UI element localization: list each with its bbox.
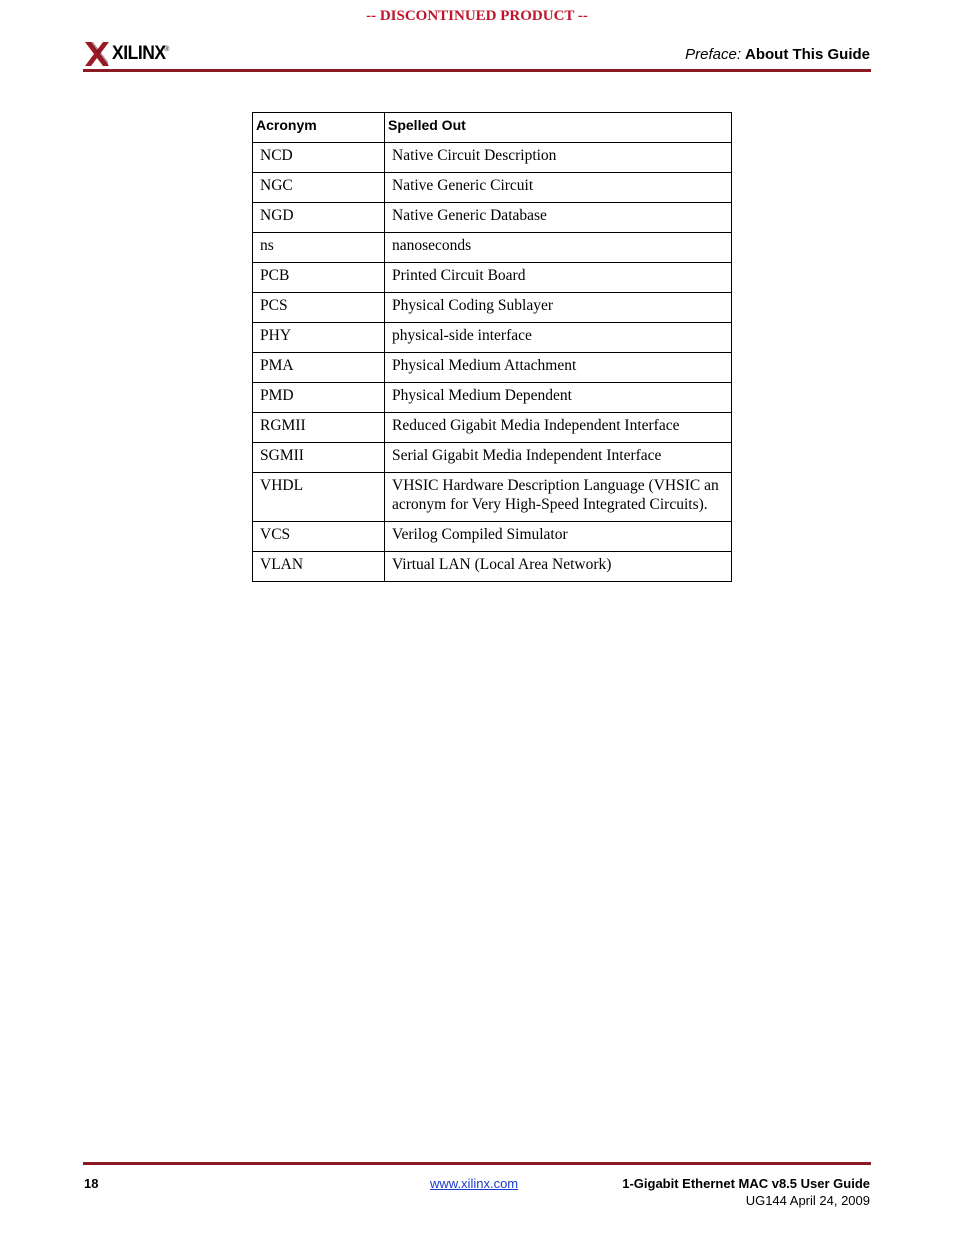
spelled-out-cell: Reduced Gigabit Media Independent Interface bbox=[385, 413, 732, 443]
acronym-cell: ns bbox=[253, 233, 385, 263]
document-id-date: UG144 April 24, 2009 bbox=[745, 1193, 870, 1208]
document-title: 1-Gigabit Ethernet MAC v8.5 User Guide bbox=[622, 1176, 870, 1191]
column-header-spelled-out: Spelled Out bbox=[385, 113, 732, 143]
spelled-out-cell: physical-side interface bbox=[385, 323, 732, 353]
table-row bbox=[253, 353, 732, 383]
table-row bbox=[253, 473, 732, 522]
table-row bbox=[253, 383, 732, 413]
acronym-cell: RGMII bbox=[253, 413, 385, 443]
footer-rule bbox=[83, 1162, 871, 1165]
acronym-cell: NCD bbox=[253, 143, 385, 173]
spelled-out-cell: Virtual LAN (Local Area Network) bbox=[385, 552, 732, 582]
spelled-out-cell: Physical Coding Sublayer bbox=[385, 293, 732, 323]
spelled-out-cell: nanoseconds bbox=[385, 233, 732, 263]
table-row bbox=[253, 293, 732, 323]
xilinx-logo-text: XILINX bbox=[112, 43, 166, 64]
table-row bbox=[253, 173, 732, 203]
xilinx-logo bbox=[84, 40, 169, 68]
spelled-out-cell: Physical Medium Attachment bbox=[385, 353, 732, 383]
xilinx-logo-icon bbox=[84, 41, 110, 67]
spelled-out-cell: VHSIC Hardware Description Language (VHSIC an acronym for Very High-Speed Integrated Circuits). bbox=[385, 473, 732, 522]
discontinued-banner: -- DISCONTINUED PRODUCT -- bbox=[366, 8, 588, 24]
acronym-cell: NGC bbox=[253, 173, 385, 203]
acronym-cell: PMA bbox=[253, 353, 385, 383]
spelled-out-cell: Verilog Compiled Simulator bbox=[385, 522, 732, 552]
spelled-out-cell: Physical Medium Dependent bbox=[385, 383, 732, 413]
preface-label: Preface: bbox=[685, 46, 741, 63]
table-row bbox=[253, 233, 732, 263]
registered-mark: ® bbox=[164, 45, 170, 53]
section-title: About This Guide bbox=[745, 46, 870, 63]
acronym-cell: PHY bbox=[253, 323, 385, 353]
acronym-cell: VHDL bbox=[253, 473, 385, 522]
spelled-out-cell: Native Circuit Description bbox=[385, 143, 732, 173]
acronym-cell: VCS bbox=[253, 522, 385, 552]
table-row bbox=[253, 143, 732, 173]
footer-document-info bbox=[622, 1176, 870, 1208]
running-header bbox=[685, 46, 870, 63]
acronym-cell: PMD bbox=[253, 383, 385, 413]
xilinx-website-link[interactable]: www.xilinx.com bbox=[430, 1176, 519, 1191]
table-row bbox=[253, 552, 732, 582]
table-row bbox=[253, 203, 732, 233]
column-header-acronym: Acronym bbox=[253, 113, 385, 143]
table-row bbox=[253, 443, 732, 473]
table-row bbox=[253, 263, 732, 293]
spelled-out-cell: Native Generic Circuit bbox=[385, 173, 732, 203]
spelled-out-cell: Serial Gigabit Media Independent Interface bbox=[385, 443, 732, 473]
acronym-cell: SGMII bbox=[253, 443, 385, 473]
acronym-table bbox=[252, 112, 732, 582]
spelled-out-cell: Printed Circuit Board bbox=[385, 263, 732, 293]
table-row bbox=[253, 413, 732, 443]
table-row bbox=[253, 323, 732, 353]
table-header-row bbox=[253, 113, 732, 143]
page-number: 18 bbox=[84, 1176, 99, 1191]
table-row bbox=[253, 522, 732, 552]
acronym-cell: VLAN bbox=[253, 552, 385, 582]
acronym-cell: NGD bbox=[253, 203, 385, 233]
header-rule bbox=[83, 69, 871, 72]
acronym-cell: PCB bbox=[253, 263, 385, 293]
spelled-out-cell: Native Generic Database bbox=[385, 203, 732, 233]
acronym-cell: PCS bbox=[253, 293, 385, 323]
